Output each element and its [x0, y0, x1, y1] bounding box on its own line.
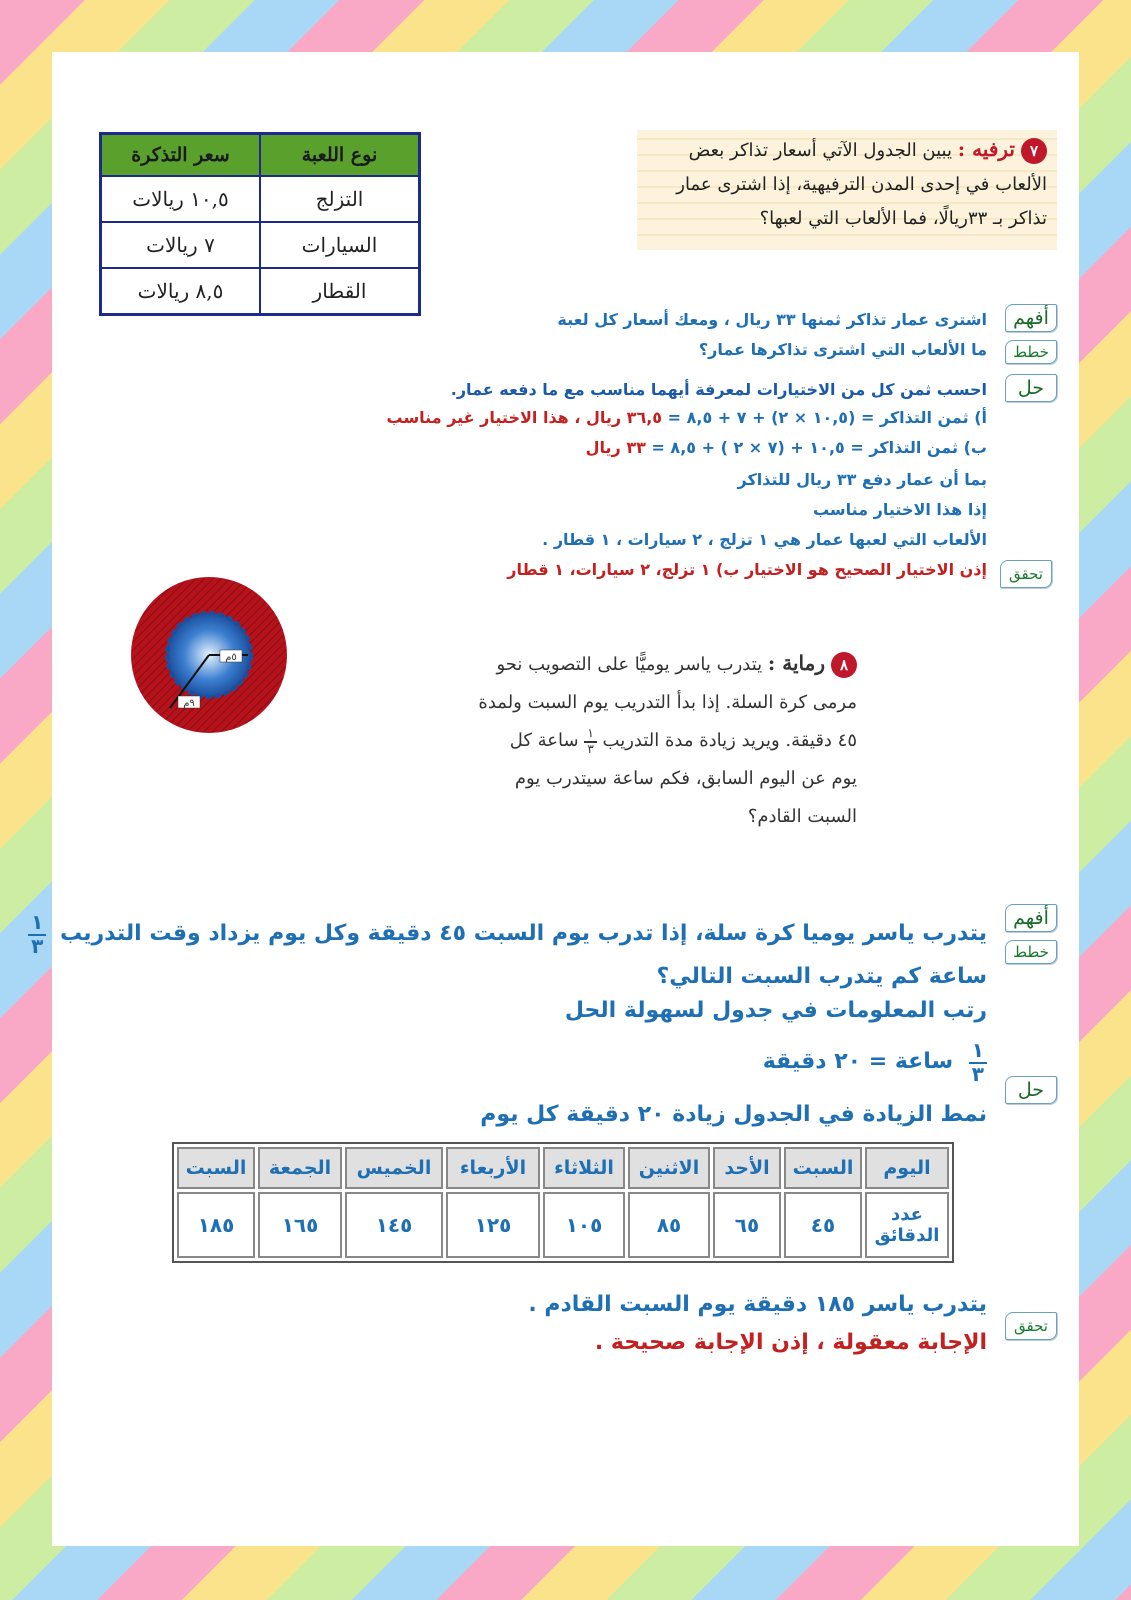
label-check-8: تحقق	[1005, 1312, 1057, 1340]
option-b-result: ٣٣ ريال	[585, 438, 646, 457]
problem-8-text: يتدرب ياسر يوميًّا على التصويب نحو	[496, 654, 763, 675]
option-b-expression: ب) ثمن التذاكر = ١٠,٥ + (٧ × ٢ ) + ٨,٥ =	[645, 438, 987, 457]
table-header-row	[177, 1147, 949, 1189]
label-plan: خطط	[1005, 340, 1057, 364]
label-understand: أفهم	[1005, 304, 1057, 332]
table-cell: عدد الدقائق	[865, 1192, 949, 1258]
problem-8-line-1	[437, 644, 857, 684]
minutes-table	[172, 1142, 954, 1263]
table-cell: اليوم	[865, 1147, 949, 1189]
table-header-row	[101, 134, 420, 177]
solution-7-option-a	[387, 408, 988, 427]
problem-8-statement	[437, 644, 857, 836]
label-solve-8: حل	[1005, 1076, 1057, 1104]
fraction-one-third	[28, 912, 46, 956]
table-cell: ٤٥	[784, 1192, 862, 1258]
table-cell: ١٨٥	[177, 1192, 255, 1258]
table-cell: السبت	[784, 1147, 862, 1189]
label-plan-8: خطط	[1005, 940, 1057, 964]
fraction-numerator: ١	[584, 727, 596, 743]
table-cell: ٨٥	[628, 1192, 710, 1258]
solution-7-plan: ما الألعاب التي اشترى تذاكرها عمار؟	[698, 340, 987, 359]
fraction-denominator: ٣	[587, 742, 594, 756]
problem-7-text: يبين الجدول الآتي أسعار تذاكر بعض	[688, 140, 952, 161]
solution-7-intro: احسب ثمن كل من الاختيارات لمعرفة أيهما مناسب مع ما دفعه عمار.	[450, 380, 987, 399]
worksheet-page	[31, 52, 1079, 1546]
problem-8-line-2: مرمى كرة السلة. إذا بدأ التدريب يوم السبت ولمدة	[478, 692, 857, 713]
solution-8-pattern: نمط الزيادة في الجدول زيادة ٢٠ دقيقة كل يوم	[480, 1102, 987, 1127]
problem-8-line-4: يوم عن اليوم السابق، فكم ساعة سيتدرب يوم	[514, 768, 857, 789]
solution-7-understand: اشترى عمار تذاكر ثمنها ٣٣ ريال ، ومعك أسعار كل لعبة	[557, 310, 987, 329]
fraction-denominator: ٣	[31, 934, 44, 958]
solution-7-option-b	[586, 438, 987, 457]
option-a-expression: أ) ثمن التذاكر = (١٠,٥ × ٢) + ٧ + ٨,٥ =	[662, 408, 987, 427]
table-cell: ١٤٥	[345, 1192, 443, 1258]
table-cell: القطار	[260, 268, 420, 315]
table-cell: الأحد	[713, 1147, 781, 1189]
problem-7-line-1	[647, 132, 1047, 168]
problem-8-line-5: السبت القادم؟	[747, 806, 857, 827]
solution-7-reason-3: الألعاب التي لعبها عمار هي ١ تزلج ، ٢ سيارات ، ١ قطار .	[542, 530, 987, 549]
problem-8-text: ساعة كل	[509, 730, 579, 751]
solution-8-answer: يتدرب ياسر ١٨٥ دقيقة يوم السبت القادم .	[528, 1292, 987, 1317]
table-cell: السبت	[177, 1147, 255, 1189]
solution-7-reason-1: بما أن عمار دفع ٣٣ ريال للتذاكر	[737, 470, 987, 489]
problem-8-number: ٨	[831, 652, 857, 678]
table-cell: التزلج	[260, 176, 420, 222]
header-ticket-price: سعر التذكرة	[101, 134, 261, 177]
table-cell: ١٠,٥ ريالات	[101, 176, 261, 222]
option-a-result: ٣٦,٥ ريال ، هذا الاختيار غير مناسب	[386, 408, 663, 427]
inner-radius-label: ٥م	[225, 652, 237, 663]
conversion-text: ساعة = ٢٠ دقيقة	[762, 1049, 954, 1074]
table-row	[101, 222, 420, 268]
header-game-type: نوع اللعبة	[260, 134, 420, 177]
target-illustration	[130, 576, 288, 734]
solution-8-understand	[28, 912, 987, 956]
label-solve: حل	[1005, 374, 1057, 402]
table-cell: الاثنين	[628, 1147, 710, 1189]
solution-7-check: إذن الاختيار الصحيح هو الاختيار ب) ١ تزلج، ٢ سيارات، ١ قطار	[507, 560, 987, 579]
fraction-numerator: ١	[28, 912, 46, 936]
table-cell: ١٢٥	[446, 1192, 540, 1258]
problem-7-line-3: تذاكر بـ ٣٣ريالًا، فما الألعاب التي لعبها؟	[759, 208, 1047, 229]
solution-8-conversion	[763, 1040, 987, 1084]
table-row	[101, 268, 420, 315]
solution-8-arrange: رتب المعلومات في جدول لسهولة الحل	[564, 998, 987, 1023]
table-row	[101, 176, 420, 222]
table-cell: ٧ ريالات	[101, 222, 261, 268]
label-check: تحقق	[1000, 560, 1052, 588]
solution-8-understand-text: يتدرب ياسر يوميا كرة سلة، إذا تدرب يوم السبت ٤٥ دقيقة وكل يوم يزداد وقت التدريب	[59, 921, 987, 946]
table-cell: ٦٥	[713, 1192, 781, 1258]
problem-8-title: رماية :	[767, 651, 825, 675]
problem-7-number: ٧	[1021, 138, 1047, 164]
table-cell: ١٦٥	[258, 1192, 342, 1258]
table-row	[177, 1192, 949, 1258]
outer-radius-label: ٩م	[183, 698, 195, 709]
solution-8-plan: ساعة كم يتدرب السبت التالي؟	[656, 964, 987, 989]
fraction-denominator: ٣	[971, 1062, 984, 1086]
table-cell: ١٠٥	[543, 1192, 625, 1258]
problem-7-statement	[637, 130, 1057, 250]
fraction-numerator: ١	[969, 1040, 987, 1064]
table-cell: الأربعاء	[446, 1147, 540, 1189]
problem-8-text: ٤٥ دقيقة. ويريد زيادة مدة التدريب	[602, 730, 857, 751]
solution-7-reason-2: إذا هذا الاختيار مناسب	[812, 500, 987, 519]
table-cell: الجمعة	[258, 1147, 342, 1189]
fraction-one-third	[584, 727, 596, 755]
solution-8-check: الإجابة معقولة ، إذن الإجابة صحيحة .	[594, 1330, 987, 1355]
ticket-price-table	[99, 132, 421, 316]
problem-7-line-2: الألعاب في إحدى المدن الترفيهية، إذا اشترى عمار	[676, 174, 1047, 195]
problem-8-line-3	[437, 722, 857, 760]
fraction-one-third	[969, 1040, 987, 1084]
table-cell: ٨,٥ ريالات	[101, 268, 261, 315]
table-cell: السيارات	[260, 222, 420, 268]
table-cell: الخميس	[345, 1147, 443, 1189]
label-understand-8: أفهم	[1005, 904, 1057, 932]
table-cell: الثلاثاء	[543, 1147, 625, 1189]
problem-7-title: ترفيه :	[957, 137, 1015, 161]
